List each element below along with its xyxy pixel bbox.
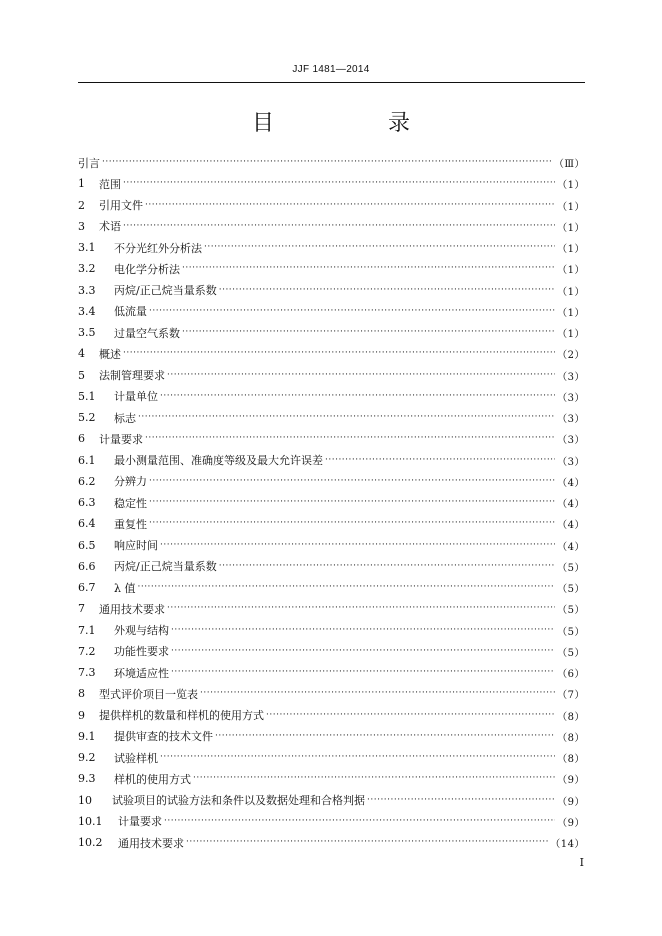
- toc-entry-label: 通用技术要求: [99, 602, 165, 616]
- toc-dot-leader: [182, 326, 555, 339]
- toc-entry-label: 术语: [99, 220, 121, 234]
- toc-entry-page: （5）: [557, 605, 585, 617]
- toc-entry-number: 9.1: [78, 729, 96, 743]
- toc-entry-label: 试验样机: [114, 751, 158, 765]
- toc-entry-page: （1）: [557, 307, 585, 319]
- toc-entry-page: （9）: [557, 796, 585, 808]
- toc-entry-page: （5）: [557, 647, 585, 659]
- toc-dot-leader: [145, 199, 555, 212]
- toc-entry-page: （3）: [557, 435, 585, 447]
- toc-entry-number: 3: [78, 219, 85, 233]
- toc-dot-leader: [149, 475, 555, 488]
- toc-entry-page: （1）: [557, 222, 585, 234]
- toc-dot-leader: [186, 836, 548, 849]
- toc-entry-label: 引言: [78, 156, 100, 170]
- toc-dot-leader: [215, 730, 555, 743]
- toc-entry-number: 6.7: [78, 581, 96, 595]
- toc-entry[interactable]: [78, 237, 585, 258]
- toc-entry-number: 5: [78, 368, 85, 382]
- toc-entry-number: 3.3: [78, 283, 96, 297]
- toc-dot-leader: [102, 156, 552, 169]
- toc-dot-leader: [171, 624, 555, 637]
- toc-entry-label: 计量要求: [99, 432, 143, 446]
- toc-entry-label: 丙烷/正己烷当量系数: [114, 284, 217, 298]
- toc-entry[interactable]: [78, 280, 585, 301]
- toc-entry-page: （3）: [557, 392, 585, 404]
- toc-entry-label: 响应时间: [114, 539, 158, 553]
- toc-entry-label: 功能性要求: [114, 645, 169, 659]
- toc-entry-page: （1）: [557, 180, 585, 192]
- toc-dot-leader: [149, 305, 555, 318]
- toc-entry-page: （4）: [557, 520, 585, 532]
- toc-entry-page: （8）: [557, 732, 585, 744]
- toc-dot-leader: [266, 709, 555, 722]
- toc-entry-label: 概述: [99, 347, 121, 361]
- table-of-contents: [78, 152, 585, 853]
- toc-dot-leader: [219, 560, 555, 573]
- toc-entry-label: 型式评价项目一览表: [99, 687, 198, 701]
- toc-entry[interactable]: [78, 450, 585, 471]
- toc-entry-number: 6.2: [78, 474, 96, 488]
- toc-entry-number: 6.6: [78, 559, 96, 573]
- toc-entry-label: 提供审查的技术文件: [114, 730, 213, 744]
- toc-entry[interactable]: [78, 407, 585, 428]
- toc-entry-label: λ 值: [114, 581, 136, 595]
- toc-entry-number: 3.2: [78, 262, 96, 276]
- toc-entry[interactable]: [78, 513, 585, 534]
- toc-dot-leader: [123, 347, 555, 360]
- toc-entry-number: 6: [78, 432, 85, 446]
- toc-entry-number: 9: [78, 708, 85, 722]
- toc-entry[interactable]: [78, 598, 585, 619]
- toc-entry-page: （8）: [557, 711, 585, 723]
- toc-entry[interactable]: [78, 620, 585, 641]
- toc-entry[interactable]: [78, 492, 585, 513]
- toc-entry-number: 4: [78, 347, 85, 361]
- toc-entry[interactable]: [78, 365, 585, 386]
- toc-entry-label: 最小测量范围、准确度等级及最大允许误差: [114, 454, 323, 468]
- toc-entry-page: （9）: [557, 817, 585, 829]
- toc-entry[interactable]: [78, 322, 585, 343]
- toc-entry[interactable]: [78, 662, 585, 683]
- toc-entry-number: 7: [78, 602, 85, 616]
- toc-entry-label: 重复性: [114, 517, 147, 531]
- toc-entry-page: （4）: [557, 541, 585, 553]
- toc-entry-label: 试验项目的试验方法和条件以及数据处理和合格判据: [112, 794, 365, 808]
- toc-entry[interactable]: [78, 705, 585, 726]
- toc-entry[interactable]: [78, 428, 585, 449]
- toc-entry-label: 计量要求: [118, 815, 162, 829]
- toc-entry-label: 电化学分析法: [114, 262, 180, 276]
- toc-entry[interactable]: [78, 768, 585, 789]
- toc-entry-page: （7）: [557, 690, 585, 702]
- toc-entry-page: （14）: [550, 839, 585, 851]
- toc-entry[interactable]: [78, 471, 585, 492]
- toc-entry-page: （1）: [557, 244, 585, 256]
- toc-entry-page: （1）: [557, 265, 585, 277]
- toc-entry-number: 7.3: [78, 666, 96, 680]
- toc-entry-page: （5）: [557, 584, 585, 596]
- toc-entry-number: 7.1: [78, 623, 96, 637]
- toc-entry-label: 引用文件: [99, 199, 143, 213]
- page-number: I: [579, 856, 584, 869]
- toc-entry-number: 3.4: [78, 304, 96, 318]
- toc-entry-number: 6.5: [78, 538, 96, 552]
- toc-entry[interactable]: [78, 683, 585, 704]
- toc-entry-page: （5）: [557, 626, 585, 638]
- toc-dot-leader: [367, 794, 555, 807]
- toc-entry[interactable]: [78, 811, 585, 832]
- toc-entry-number: 6.4: [78, 517, 96, 531]
- toc-entry-label: 过量空气系数: [114, 326, 180, 340]
- toc-entry-page: （9）: [557, 775, 585, 787]
- toc-entry[interactable]: [78, 577, 585, 598]
- toc-entry-label: 法制管理要求: [99, 369, 165, 383]
- toc-dot-leader: [171, 645, 555, 658]
- toc-entry-page: （3）: [557, 456, 585, 468]
- toc-entry-label: 通用技术要求: [118, 836, 184, 850]
- toc-dot-leader: [149, 496, 555, 509]
- toc-entry[interactable]: [78, 556, 585, 577]
- toc-entry-number: 9.2: [78, 751, 96, 765]
- toc-dot-leader: [123, 177, 555, 190]
- toc-entry-number: 2: [78, 198, 85, 212]
- toc-entry-number: 10.1: [78, 814, 103, 828]
- toc-entry-label: 样机的使用方式: [114, 772, 191, 786]
- toc-entry[interactable]: [78, 790, 585, 811]
- toc-dot-leader: [167, 602, 555, 615]
- toc-dot-leader: [149, 517, 555, 530]
- toc-dot-leader: [160, 539, 555, 552]
- toc-entry-label: 低流量: [114, 305, 147, 319]
- toc-dot-leader: [137, 581, 555, 594]
- toc-entry-page: （4）: [557, 477, 585, 489]
- toc-entry-page: （6）: [557, 669, 585, 681]
- toc-entry[interactable]: [78, 343, 585, 364]
- toc-entry[interactable]: [78, 195, 585, 216]
- toc-entry-label: 丙烷/正己烷当量系数: [114, 560, 217, 574]
- toc-entry-number: 5.2: [78, 411, 96, 425]
- toc-dot-leader: [160, 390, 555, 403]
- toc-dot-leader: [182, 262, 555, 275]
- toc-entry-number: 10.2: [78, 836, 103, 850]
- toc-entry[interactable]: [78, 301, 585, 322]
- toc-entry-number: 9.3: [78, 772, 96, 786]
- toc-entry-number: 6.3: [78, 496, 96, 510]
- toc-dot-leader: [171, 666, 555, 679]
- toc-entry-label: 标志: [114, 411, 136, 425]
- page-title: 目 录: [251, 111, 456, 136]
- toc-dot-leader: [145, 432, 555, 445]
- toc-entry-label: 环境适应性: [114, 666, 169, 680]
- toc-dot-leader: [138, 411, 555, 424]
- toc-entry-page: （5）: [557, 562, 585, 574]
- document-code: JJF 1481—2014: [292, 64, 370, 75]
- toc-entry-label: 稳定性: [114, 496, 147, 510]
- toc-entry-page: （Ⅲ）: [553, 159, 585, 171]
- toc-entry[interactable]: [78, 386, 585, 407]
- toc-entry-label: 提供样机的数量和样机的使用方式: [99, 709, 264, 723]
- toc-dot-leader: [325, 454, 555, 467]
- header-divider: [78, 82, 585, 83]
- toc-entry[interactable]: [78, 535, 585, 556]
- toc-entry-page: （1）: [557, 329, 585, 341]
- toc-entry-page: （4）: [557, 499, 585, 511]
- toc-entry-number: 6.1: [78, 453, 96, 467]
- toc-entry[interactable]: [78, 173, 585, 194]
- toc-entry-page: （2）: [557, 350, 585, 362]
- toc-entry-label: 范围: [99, 177, 121, 191]
- toc-entry[interactable]: [78, 832, 585, 853]
- toc-entry-number: 1: [78, 177, 85, 191]
- toc-dot-leader: [200, 687, 555, 700]
- toc-dot-leader: [167, 369, 555, 382]
- toc-entry[interactable]: [78, 152, 585, 173]
- toc-entry-number: 5.1: [78, 389, 96, 403]
- toc-entry[interactable]: [78, 641, 585, 662]
- toc-entry-page: （1）: [557, 201, 585, 213]
- toc-entry-label: 外观与结构: [114, 624, 169, 638]
- toc-entry[interactable]: [78, 216, 585, 237]
- toc-entry[interactable]: [78, 747, 585, 768]
- toc-entry-page: （3）: [557, 414, 585, 426]
- toc-dot-leader: [164, 815, 555, 828]
- toc-dot-leader: [204, 241, 555, 254]
- toc-entry-number: 3.5: [78, 326, 96, 340]
- toc-entry-page: （8）: [557, 754, 585, 766]
- toc-dot-leader: [193, 772, 555, 785]
- toc-entry-page: （1）: [557, 286, 585, 298]
- toc-entry-number: 3.1: [78, 241, 96, 255]
- toc-entry-label: 计量单位: [114, 390, 158, 404]
- toc-entry[interactable]: [78, 258, 585, 279]
- toc-dot-leader: [160, 751, 555, 764]
- toc-dot-leader: [123, 220, 555, 233]
- toc-entry-label: 不分光红外分析法: [114, 241, 202, 255]
- toc-dot-leader: [219, 284, 555, 297]
- toc-entry-label: 分辨力: [114, 475, 147, 489]
- toc-entry-page: （3）: [557, 371, 585, 383]
- toc-entry[interactable]: [78, 726, 585, 747]
- toc-entry-number: 10: [78, 793, 92, 807]
- toc-entry-number: 7.2: [78, 644, 96, 658]
- toc-entry-number: 8: [78, 687, 85, 701]
